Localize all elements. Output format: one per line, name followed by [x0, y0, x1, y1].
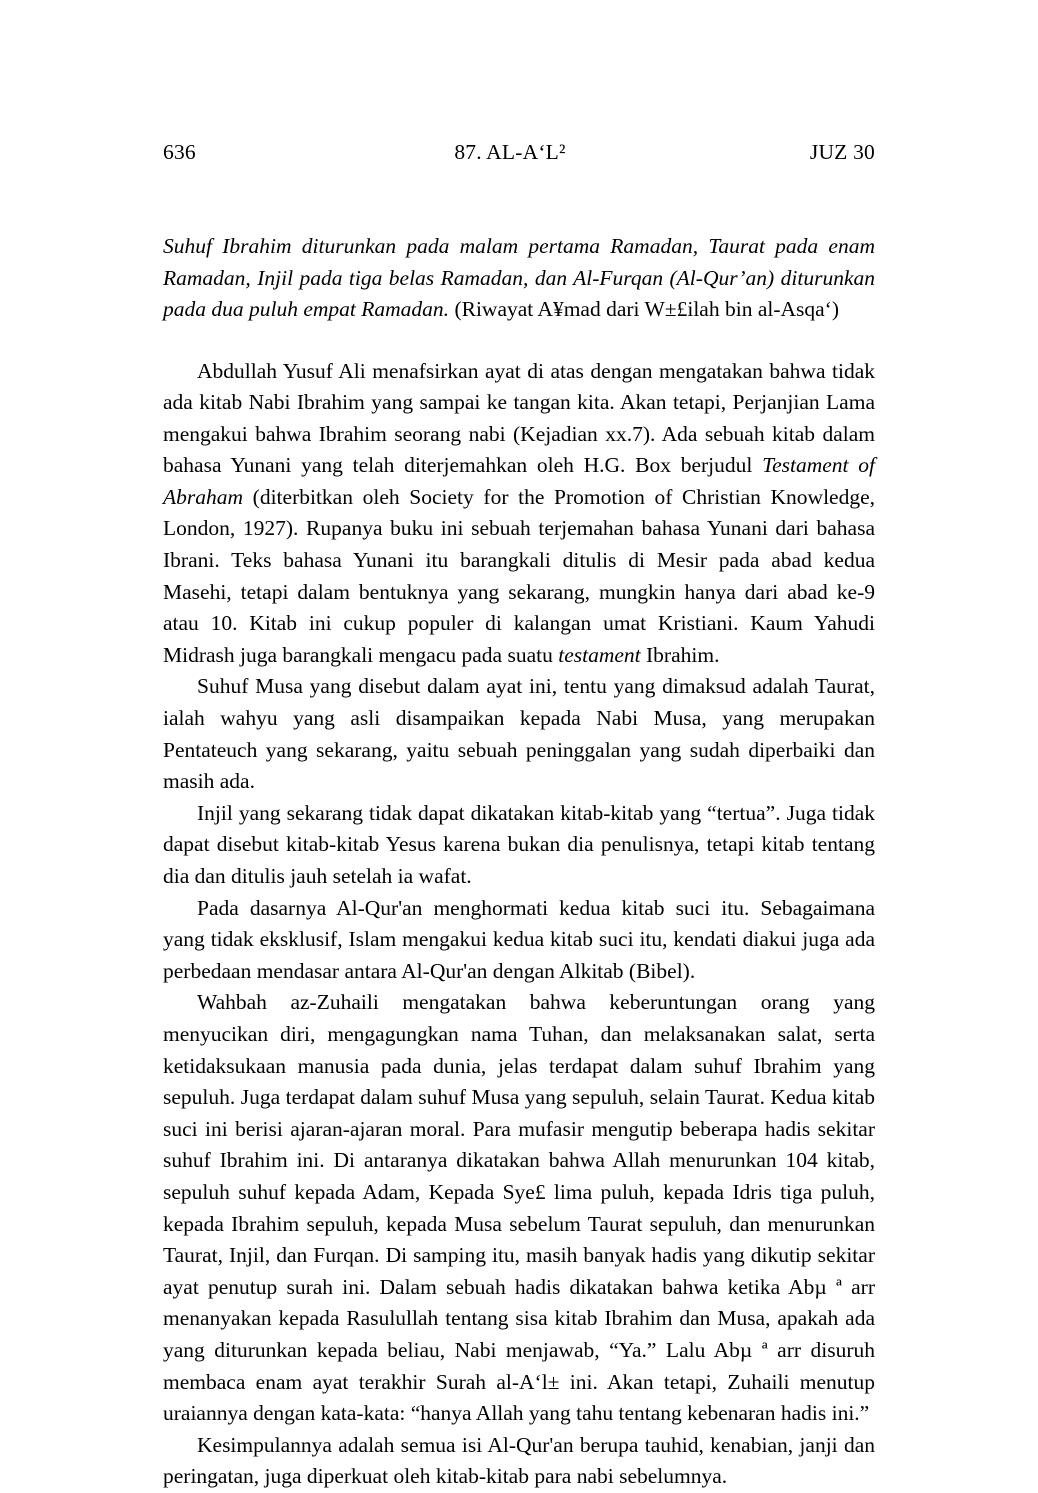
paragraph: Injil yang sekarang tidak dapat dikatakan kitab-kitab yang “tertua”. Juga tidak dapat disebut kitab-kitab Yesus karena bukan dia penulisnya, tetapi kitab tentang dia dan ditulis jauh setelah ia wafat. [163, 800, 875, 888]
hadith-quote-text: Suhuf Ibrahim diturunkan pada malam pertama Ramadan, Taurat pada enam Ramadan, Injil pada tiga belas Ramadan, dan Al-Furqan (Al-Qur’an) diturunkan pada dua puluh empat Ramadan. [163, 234, 875, 321]
paragraph: Suhuf Musa yang disebut dalam ayat ini, tentu yang dimaksud adalah Taurat, ialah wahyu yang asli disampaikan kepada Nabi Musa, yang merupakan Pentateuch yang sekarang, yaitu sebuah peninggalan yang sudah diperbaiki dan masih ada. [163, 674, 875, 794]
juz-label: JUZ 30 [809, 140, 875, 164]
body-text [163, 356, 875, 1493]
hadith-attribution: (Riwayat A¥mad dari W±£ilah bin al-Asqa‘) [449, 297, 840, 321]
hadith-quote-block [163, 231, 875, 326]
page-number: 636 [163, 140, 196, 164]
surah-title: 87. AL-A‘L² [454, 140, 566, 164]
italic-title: testament [558, 642, 641, 667]
page-header [163, 140, 875, 165]
paragraph: Wahbah az-Zuhaili mengatakan bahwa keberuntungan orang yang menyucikan diri, mengagungkan nama Tuhan, dan melaksanakan salat, serta ketidaksukaan manusia pada dunia, jelas terdapat dalam suhuf Ibrahim yang sepuluh. Juga terdapat dalam suhuf Musa yang sepuluh, selain Taurat. Kedua kitab suci ini berisi ajaran-ajaran moral. Para mufasir mengutip beberapa hadis sekitar suhuf Ibrahim ini. Di antaranya dikatakan bahwa Allah menurunkan 104 kitab, sepuluh suhuf kepada Adam, Kepada Sye£ lima puluh, kepada Idris tiga puluh, kepada Ibrahim sepuluh, kepada Musa sebelum Taurat sepuluh, dan menurunkan Taurat, Injil, dan Furqan. Di samping itu, masih banyak hadis yang dikutip sekitar ayat penutup surah ini. Dalam sebuah hadis dikatakan bahwa ketika Abµ ª arr menanyakan kepada Rasulullah tentang sisa kitab Ibrahim dan Musa, apakah ada yang diturunkan kepada beliau, Nabi menjawab, “Ya.” Lalu Abµ ª arr disuruh membaca enam ayat terakhir Surah al-A‘l± ini. Akan tetapi, Zuhaili menutup uraiannya dengan kata-kata: “hanya Allah yang tahu tentang kebenaran hadis ini.” [163, 990, 875, 1426]
paragraph: Abdullah Yusuf Ali menafsirkan ayat di atas dengan mengatakan bahwa tidak ada kitab Nabi Ibrahim yang sampai ke tangan kita. Akan tetapi, Perjanjian Lama mengakui bahwa Ibrahim seorang nabi (Kejadian xx.7). Ada sebuah kitab dalam bahasa Yunani yang telah diterjemahkan oleh H.G. Box berjudul Testament of Abraham (diterbitkan oleh Society for the Promotion of Christian Knowledge, London, 1927). Rupanya buku ini sebuah terjemahan bahasa Yunani dari bahasa Ibrani. Teks bahasa Yunani itu barangkali ditulis di Mesir pada abad kedua Masehi, tetapi dalam bentuknya yang sekarang, mungkin hanya dari abad ke-9 atau 10. Kitab ini cukup populer di kalangan umat Kristiani. Kaum Yahudi Midrash juga barangkali mengacu pada suatu testament Ibrahim. [163, 358, 875, 667]
page-content [163, 140, 875, 1493]
paragraph: Pada dasarnya Al-Qur'an menghormati kedua kitab suci itu. Sebagaimana yang tidak eksklusif, Islam mengakui kedua kitab suci itu, kendati diakui juga ada perbedaan mendasar antara Al-Qur'an dengan Alkitab (Bibel). [163, 895, 875, 983]
italic-title: Testament of Abraham [163, 453, 875, 509]
paragraph: Kesimpulannya adalah semua isi Al-Qur'an berupa tauhid, kenabian, janji dan peringatan, juga diperkuat oleh kitab-kitab para nabi sebelumnya. [163, 1432, 875, 1489]
